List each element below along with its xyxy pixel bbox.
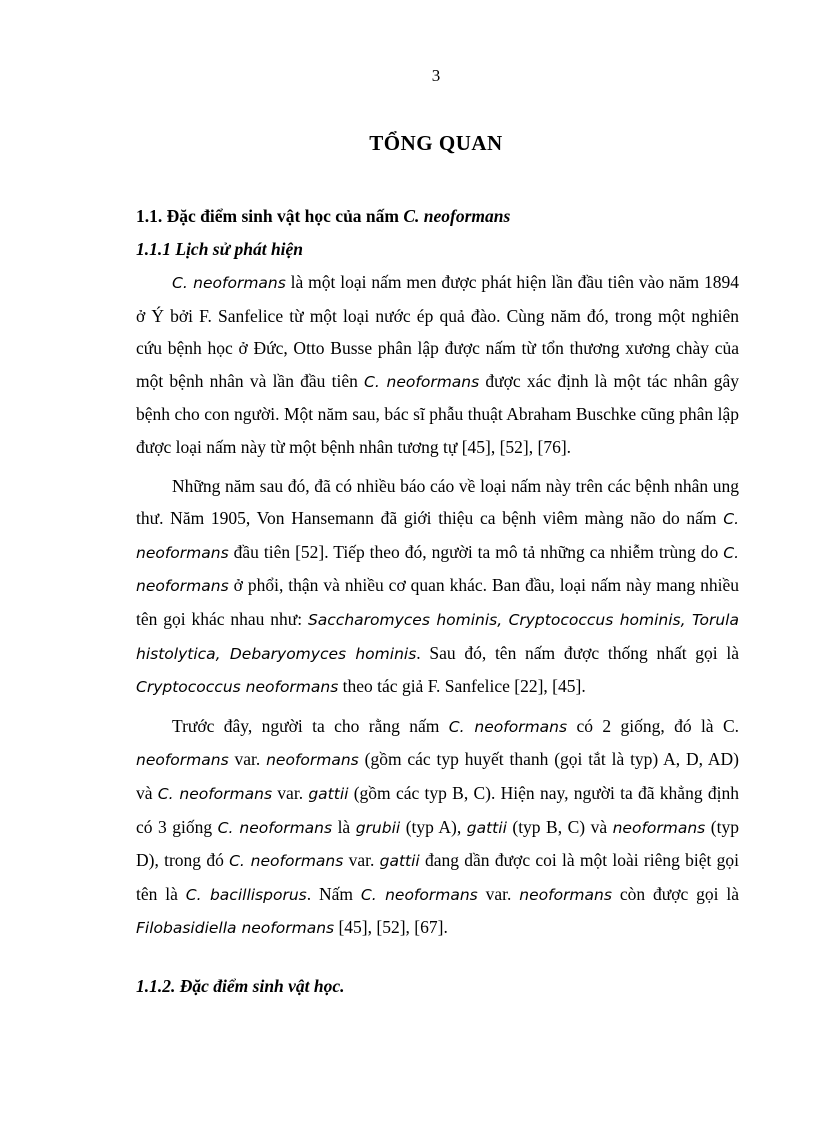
species-name: C. neoformans bbox=[157, 784, 273, 803]
species-name: C. neoformans bbox=[136, 510, 739, 562]
paragraph-text: var. bbox=[228, 749, 267, 770]
species-name: neoformans bbox=[612, 818, 706, 837]
paragraph-text: ở phổi, thận và nhiều cơ quan khác. Ban đầu, loại nấm này mang nhiều tên gọi khác nhau như: bbox=[136, 575, 739, 629]
species-name: C. neoformans bbox=[360, 885, 478, 904]
species-name: grubii bbox=[355, 818, 401, 837]
paragraph-text: var. bbox=[477, 883, 520, 904]
paragraph-text: var. bbox=[343, 850, 380, 871]
species-name: C. bacillisporus bbox=[185, 885, 307, 904]
section-heading bbox=[136, 206, 510, 227]
page-number: 3 bbox=[431, 66, 441, 85]
species-name: C. neoformans bbox=[448, 717, 568, 736]
paragraph-text: Những năm sau đó, đã có nhiều báo cáo về loại nấm này trên các bệnh nhân ung thư. Năm 1905, Von Hansemann đã giới thiệu ca bệnh viêm màng não do nấm bbox=[136, 475, 739, 529]
paragraph-text: [45], [52], [67]. bbox=[334, 917, 448, 938]
subsection-heading-biology: 1.1.2. Đặc điểm sinh vật học. bbox=[136, 976, 345, 996]
paragraph-text: còn được gọi là bbox=[611, 883, 739, 904]
paragraph-text: được xác định là một tác nhân gây bệnh cho con người. Một năm sau, bác sĩ phẫu thuật Abraham Buschke cũng phân lập được loại nấm này từ một bệnh nhân tương tự [45], [52], [76]. bbox=[136, 370, 739, 457]
species-name: neoformans bbox=[266, 751, 359, 770]
paragraph-text: (typ B, C) và bbox=[506, 816, 613, 837]
paragraph-text: var. bbox=[272, 782, 309, 803]
species-name: gattii bbox=[308, 784, 349, 803]
paragraph-text: đang dần được coi là một loài riêng biệt gọi tên là bbox=[136, 850, 739, 904]
paragraph-text: Trước đây, người ta cho rằng nấm bbox=[172, 715, 449, 736]
species-name: C. neoformans bbox=[136, 543, 739, 596]
species-name: C. neoformans bbox=[229, 852, 344, 871]
paragraph-text: . Nấm bbox=[306, 883, 361, 904]
paragraph-history bbox=[136, 266, 739, 464]
paragraph-text: (typ D), trong đó bbox=[136, 816, 739, 871]
species-name: C. neoformans bbox=[172, 274, 286, 292]
paragraph-varieties bbox=[136, 710, 739, 945]
paragraph-text: đầu tiên [52]. Tiếp theo đó, người ta mô tả những ca nhiễm trùng do bbox=[228, 541, 724, 562]
paragraph-text: theo tác giả F. Sanfelice [22], [45]. bbox=[338, 676, 586, 697]
species-name: neoformans bbox=[519, 885, 612, 904]
chapter-title: TỔNG QUAN bbox=[369, 131, 503, 155]
paragraph-text: . Sau đó, tên nấm được thống nhất gọi là bbox=[416, 642, 739, 663]
species-name: gattii bbox=[466, 818, 507, 837]
species-name: Saccharomyces hominis, Cryptococcus hominis, Torula histolytica, Debaryomyces hominis bbox=[136, 610, 739, 663]
species-name: Filobasidiella neoformans bbox=[136, 919, 335, 938]
species-name: C. neoformans bbox=[364, 372, 480, 391]
species-name: gattii bbox=[379, 852, 420, 871]
species-name: Cryptococcus neoformans bbox=[136, 678, 339, 697]
paragraph-text: là một loại nấm men được phát hiện lần đầu tiên vào năm 1894 ở Ý bởi F. Sanfelice từ một loại nước ép quả đào. Cùng năm đó, trong một nghiên cứu bệnh học ở Đức, Otto Busse phân lập được nấm từ tổn thương xương chày của một bệnh nhân và lần đầu tiên bbox=[136, 272, 739, 391]
paragraph-text: (gồm các typ huyết thanh (gọi tắt là typ) A, D, AD) và bbox=[136, 749, 739, 803]
paragraph-reports bbox=[136, 470, 739, 704]
section-heading-text: 1.1. Đặc điểm sinh vật học của nấm bbox=[136, 206, 404, 226]
body-text bbox=[136, 266, 739, 945]
paragraph-text: có 2 giống, đó là C. bbox=[567, 715, 739, 736]
species-name: C. neoformans bbox=[217, 818, 333, 837]
subsection-heading-history: 1.1.1 Lịch sử phát hiện bbox=[136, 239, 304, 259]
section-heading-organism: C. neoformans bbox=[403, 206, 511, 226]
species-name: neoformans bbox=[136, 751, 229, 770]
paragraph-text: (gồm các typ B, C). Hiện nay, người ta đã khẳng định có 3 giống bbox=[136, 782, 739, 837]
paragraph-text: là bbox=[332, 816, 356, 837]
paragraph-text: (typ A), bbox=[400, 816, 467, 837]
